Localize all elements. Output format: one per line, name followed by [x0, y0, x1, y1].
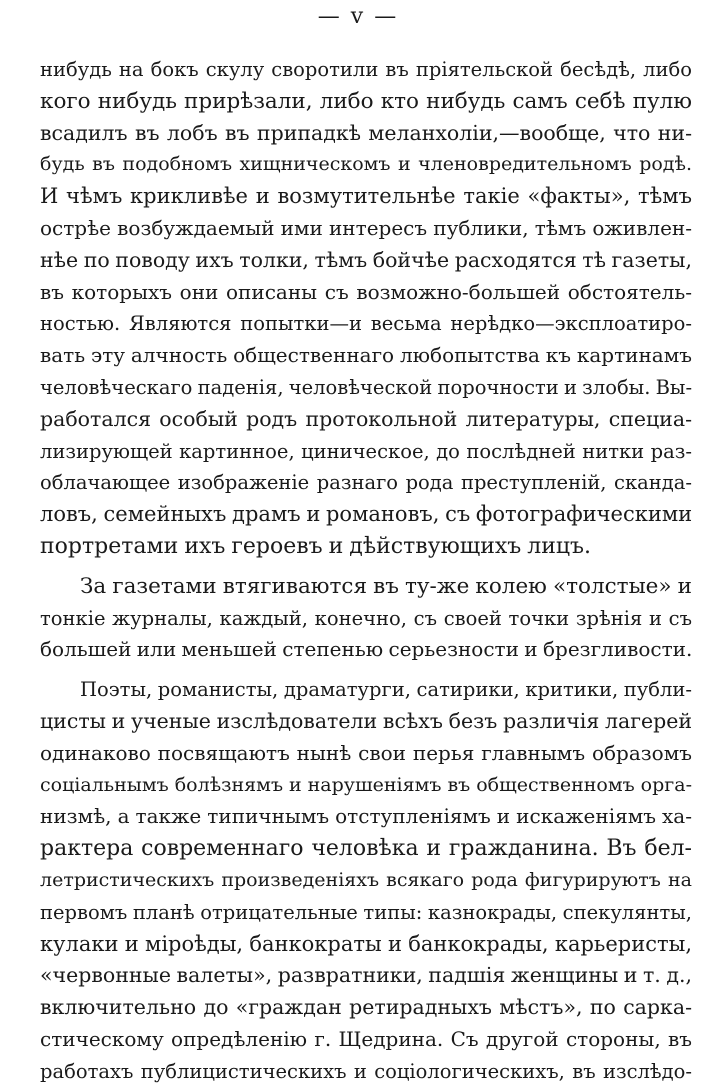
text-line: За газетами втягиваются въ ту-же колею «толстые» и [80, 573, 692, 599]
text-line: цисты и ученые изслѣдователи всѣхъ безъ различiя лагерей [40, 708, 692, 733]
paragraph [40, 54, 692, 563]
paragraph [40, 571, 692, 666]
text-line: стическому опредѣленiю г. Щедрина. Съ другой стороны, въ [40, 1026, 692, 1051]
text-line: соцiальнымъ болѣзнямъ и нарушенiямъ въ общественномъ орга- [40, 773, 692, 796]
text-line: включительно до «граждан ретирадныхъ мѣстъ», по сарка- [40, 995, 692, 1020]
text-line: всадилъ въ лобъ въ припадкѣ меланхолiи,—вообще, что ни- [40, 120, 692, 145]
text-line: облачающее изображенiе разнаго рода преступленiй, скандa- [40, 471, 692, 495]
text-line: острѣе возбуждаемый ими интересъ публики, тѣмъ оживлен- [40, 215, 692, 240]
text-line: «червонные валеты», развратники, падшiя женщины и т. д., [40, 963, 692, 988]
text-line: ловъ, семейныхъ драмъ и романовъ, съ фотографическими [40, 502, 693, 527]
page-number: — v — [317, 4, 399, 29]
text-line: низмѣ, а также типичнымъ отступленiямъ и искаженiямъ ха- [40, 804, 692, 829]
text-line: портретами ихъ героевъ и дѣйствующихъ лицъ. [40, 533, 592, 559]
text-line: нѣе по поводу ихъ толки, тѣмъ бойчѣе расходятся тѣ газеты, [40, 247, 692, 272]
body-text [40, 54, 692, 1088]
text-line: кулаки и мiроѣды, банкократы и банкокрады, карьеристы, [40, 931, 692, 956]
text-line: ностью. Являются попытки—и весьма нерѣдко—эксплоатиро- [40, 312, 692, 336]
text-line: кого нибудь прирѣзали, либо кто нибудь самъ себѣ пулю [40, 88, 692, 114]
text-line: человѣческаго паденiя, человѣческой порочности и злобы. Вы- [40, 375, 693, 399]
text-line: работахъ публицистическихъ и соцiологическихъ, въ изслѣдо- [40, 1059, 692, 1083]
text-line: Поэты, романисты, драматурги, сатирики, критики, публи- [80, 678, 692, 702]
text-line: большей или меньшей степенью серьезности и брезгливости. [40, 637, 693, 662]
text-line: первомъ планѣ отрицательные типы: казнокрады, спекулянты, [40, 900, 692, 924]
text-line: лизирующей картинное, циническое, до послѣдней нитки раз- [40, 439, 692, 463]
text-line: тонкiе журналы, каждый, конечно, съ своей точки зрѣнiя и съ [40, 606, 692, 630]
text-line: летристическихъ произведенiяхъ всякаго рода фигурируютъ на [40, 868, 692, 891]
text-line: будь въ подобномъ хищническомъ и членовредительномъ родѣ. [40, 153, 692, 176]
text-line: вать эту алчность общественнаго любопытства къ картинамъ [40, 343, 692, 368]
text-line: И чѣмъ крикливѣе и возмутительнѣе такiе «факты», тѣмъ [40, 184, 692, 209]
text-line: нибудь на бокъ скулу своротили въ прiятельской бесѣдѣ, либо [40, 58, 692, 81]
text-line: въ которыхъ они описаны съ возможно-большей обстоятель- [40, 279, 692, 304]
text-line: одинаково посвящаютъ нынѣ свои перья главнымъ образомъ [40, 740, 692, 765]
paragraph [40, 674, 692, 1087]
text-line: работался особый родъ протокольной литературы, специа- [40, 406, 692, 431]
text-line: рактера современнаго человѣка и гражданина. Въ бел- [40, 836, 692, 862]
